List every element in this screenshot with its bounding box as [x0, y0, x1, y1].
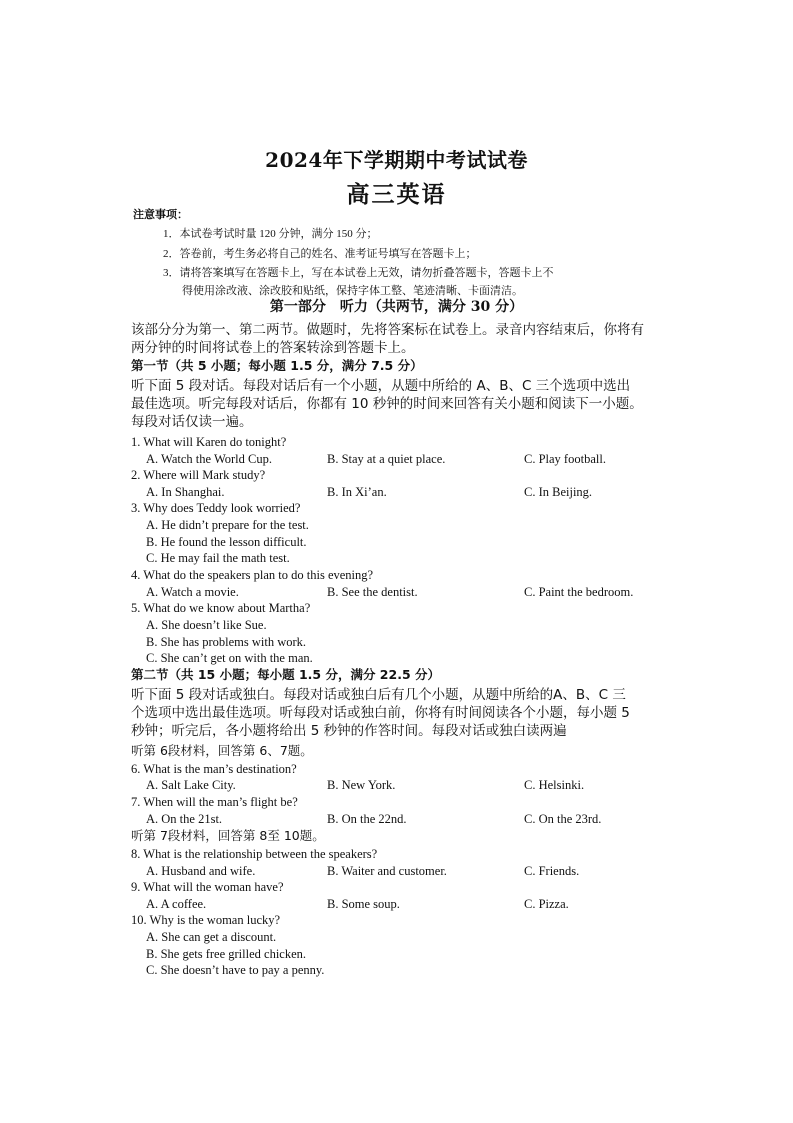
q5-option-a: A. She doesn’t like Sue.: [146, 618, 267, 632]
material-7-cue: 听第 7段材料，回答第 8至 10题。: [131, 828, 325, 843]
q9-option-c: C. Pizza.: [524, 897, 569, 911]
part1-intro-line: 两分钟的时间将试卷上的答案转涂到答题卡上。: [131, 340, 415, 356]
notes-heading: 注意事项：: [133, 208, 188, 221]
q2-option-b: B. In Xi’an.: [327, 485, 387, 499]
q6-option-b: B. New York.: [327, 778, 396, 792]
q1-option-a: A. Watch the World Cup.: [146, 452, 272, 466]
q4-option-a: A. Watch a movie.: [146, 585, 239, 599]
section1-intro-line: 最佳选项。听完每段对话后，你都有 10 秒钟的时间来回答有关小题和阅读下一小题。: [131, 396, 643, 412]
q9-option-a: A. A coffee.: [146, 897, 207, 911]
question-7: 7. When will the man’s flight be?: [131, 795, 298, 809]
q10-option-b: B. She gets free grilled chicken.: [146, 947, 307, 961]
question-8: 8. What is the relationship between the speakers?: [131, 847, 378, 861]
section1-intro-line: 每段对话仅读一遍。: [131, 414, 253, 430]
q3-option-c: C. He may fail the math test.: [146, 551, 290, 565]
q8-option-c: C. Friends.: [524, 864, 580, 878]
exam-subtitle: 高三英语: [346, 181, 447, 208]
part1-heading: 第一部分 听力（共两节，满分 30 分）: [269, 299, 524, 315]
section2-intro-line: 个选项中选出最佳选项。听每段对话或独白前，你将有时间阅读各个小题，每小题 5: [131, 705, 630, 721]
q7-option-b: B. On the 22nd.: [327, 812, 407, 826]
section2-intro-line: 秒钟；听完后，各小题将给出 5 秒钟的作答时间。每段对话或独白读两遍: [131, 723, 567, 739]
q5-option-c: C. She can’t get on with the man.: [146, 651, 313, 665]
question-5: 5. What do we know about Martha?: [131, 601, 311, 615]
q8-option-a: A. Husband and wife.: [146, 864, 256, 878]
q6-option-a: A. Salt Lake City.: [146, 778, 236, 792]
exam-title: 2024年下学期期中考试试卷: [265, 148, 528, 172]
note-item: 得使用涂改液、涂改胶和贴纸，保持字体工整、笔迹清晰、卡面清洁。: [182, 285, 523, 297]
section2-intro-line: 听下面 5 段对话或独白。每段对话或独白后有几个小题，从题中所给的A、B、C 三: [131, 687, 626, 703]
part1-intro-line: 该部分分为第一、第二两节。做题时，先将答案标在试卷上。录音内容结束后，你将有: [131, 322, 644, 338]
note-item: 3．请将答案填写在答题卡上，写在本试卷上无效，请勿折叠答题卡，答题卡上不: [163, 267, 554, 279]
q4-option-c: C. Paint the bedroom.: [524, 585, 634, 599]
q5-option-b: B. She has problems with work.: [146, 635, 307, 649]
question-3: 3. Why does Teddy look worried?: [131, 501, 301, 515]
section1-intro-line: 听下面 5 段对话。每段对话后有一个小题，从题中所给的 A、B、C 三个选项中选出: [131, 378, 631, 394]
question-9: 9. What will the woman have?: [131, 880, 284, 894]
q2-option-c: C. In Beijing.: [524, 485, 593, 499]
q3-option-a: A. He didn’t prepare for the test.: [146, 518, 309, 532]
question-1: 1. What will Karen do tonight?: [131, 435, 287, 449]
section2-heading: 第二节（共 15 小题；每小题 1.5 分，满分 22.5 分）: [131, 667, 440, 682]
q3-option-b: B. He found the lesson difficult.: [146, 535, 307, 549]
section1-heading: 第一节（共 5 小题；每小题 1.5 分，满分 7.5 分）: [131, 358, 423, 373]
q10-option-a: A. She can get a discount.: [146, 930, 277, 944]
question-2: 2. Where will Mark study?: [131, 468, 266, 482]
material-6-cue: 听第 6段材料，回答第 6、7题。: [131, 743, 313, 758]
question-4: 4. What do the speakers plan to do this evening?: [131, 568, 374, 582]
q6-option-c: C. Helsinki.: [524, 778, 585, 792]
note-item: 2．答卷前，考生务必将自己的姓名、准考证号填写在答题卡上；: [163, 248, 477, 260]
q1-option-b: B. Stay at a quiet place.: [327, 452, 446, 466]
note-item: 1．本试卷考试时量 120 分钟，满分 150 分；: [163, 228, 378, 240]
question-10: 10. Why is the woman lucky?: [131, 913, 281, 927]
q2-option-a: A. In Shanghai.: [146, 485, 225, 499]
question-6: 6. What is the man’s destination?: [131, 762, 297, 776]
q7-option-c: C. On the 23rd.: [524, 812, 602, 826]
q9-option-b: B. Some soup.: [327, 897, 400, 911]
q4-option-b: B. See the dentist.: [327, 585, 418, 599]
q8-option-b: B. Waiter and customer.: [327, 864, 447, 878]
q7-option-a: A. On the 21st.: [146, 812, 223, 826]
q10-option-c: C. She doesn’t have to pay a penny.: [146, 963, 325, 977]
q1-option-c: C. Play football.: [524, 452, 606, 466]
